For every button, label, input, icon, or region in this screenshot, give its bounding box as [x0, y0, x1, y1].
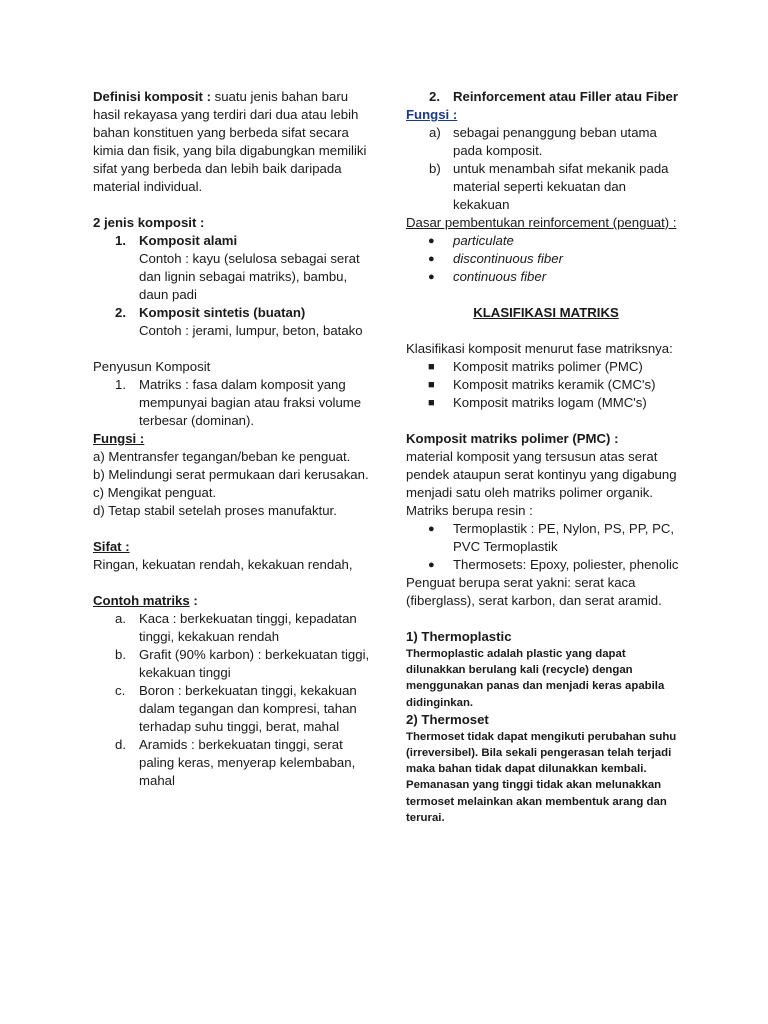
fungsi-item-mark: b): [429, 161, 441, 176]
penyusun-item-text: : fasa dalam komposit yang mempunyai bagian atau fraksi volume terbesar (dominan).: [139, 377, 362, 428]
square-bullet-icon: ■: [428, 361, 435, 373]
resin-intro: Matriks berupa resin :: [406, 503, 533, 518]
pmc-heading: Komposit matriks polimer (PMC) :: [406, 431, 619, 446]
fungsi-item-text: sebagai penanggung beban utama pada komposit.: [453, 125, 657, 158]
bullet-icon: ●: [428, 523, 435, 535]
dasar-item-text: continuous fiber: [453, 269, 547, 284]
pmc-text: material komposit yang tersusun atas serat pendek ataupun serat kontinyu yang digabung menjadi satu oleh matriks polimer organik.: [406, 449, 677, 500]
bullet-icon: ●: [428, 253, 435, 265]
penyusun-heading: Penyusun Komposit: [93, 359, 211, 374]
jenis-item-1: [93, 232, 375, 304]
contoh-item-mark: b.: [115, 647, 126, 662]
contoh-heading: Contoh matriks: [93, 593, 190, 608]
fungsi-item: d) Tetap stabil setelah proses manufaktur.: [93, 503, 337, 518]
contoh-item-text: Kaca : berkekuatan tinggi, kepadatan tinggi, kekakuan rendah: [139, 611, 357, 644]
dasar-item-text: particulate: [453, 233, 514, 248]
thermoset-text: Thermoset tidak dapat mengikuti perubahan suhu (irreversibel). Bila sekali pengerasan telah terjadi maka bahan tidak dapat dilunakkan kembali. Pemanasan yang tinggi tidak akan melunakkan termoset melainkan akan membentuk arang dan terurai.: [406, 730, 677, 824]
dasar-heading: Dasar pembentukan reinforcement (penguat) :: [406, 215, 677, 230]
contoh-item-text: Boron : berkekuatan tinggi, kekakuan dalam tegangan dan kompresi, tahan terhadap suhu tinggi, berat, mahal: [139, 683, 357, 734]
contoh-item-mark: d.: [115, 737, 126, 752]
penyusun-item: [93, 376, 375, 430]
contoh-item-text: Grafit (90% karbon) : berkekuatan tiggi, kekakuan tinggi: [139, 647, 370, 680]
contoh-item-text: Aramids : berkekuatan tinggi, serat paling keras, menyerap kelembaban, mahal: [139, 737, 356, 788]
contoh-item: [93, 682, 375, 736]
bullet-icon: ●: [428, 235, 435, 247]
fungsi-item: a) Mentransfer tegangan/beban ke penguat.: [93, 449, 351, 464]
klasifikasi-item: [406, 358, 686, 376]
fungsi-item: [406, 124, 686, 160]
fungsi-heading: Fungsi :: [406, 107, 458, 122]
fungsi-item: [406, 160, 686, 214]
resin-item: [406, 556, 686, 574]
resin-item-text: Termoplastik : PE, Nylon, PS, PP, PC, PVC Termoplastik: [453, 521, 675, 554]
dasar-item-text: discontinuous fiber: [453, 251, 563, 266]
sifat-heading: Sifat :: [93, 539, 130, 554]
jenis-item-number: 2.: [115, 305, 126, 320]
jenis-item-title: Komposit sintetis (buatan): [139, 305, 306, 320]
fungsi-item-mark: a): [429, 125, 441, 140]
fungsi-heading: Fungsi :: [93, 431, 145, 446]
fungsi-item: b) Melindungi serat permukaan dari kerusakan.: [93, 467, 369, 482]
contoh-heading-suffix: :: [189, 593, 198, 608]
dasar-item: [406, 268, 686, 286]
reinforcement-number: 2.: [429, 89, 440, 104]
contoh-item-mark: c.: [115, 683, 126, 698]
fungsi-item: c) Mengikat penguat.: [93, 485, 217, 500]
klasifikasi-title: KLASIFIKASI MATRIKS: [473, 305, 619, 320]
right-column: [406, 88, 686, 826]
penguat-text: Penguat berupa serat yakni: serat kaca (fiberglass), serat karbon, dan serat aramid.: [406, 575, 662, 608]
klasifikasi-item-text: Komposit matriks logam (MMC's): [453, 395, 647, 410]
sifat-text: Ringan, kekuatan rendah, kekakuan rendah,: [93, 557, 353, 572]
klasifikasi-item-text: Komposit matriks polimer (PMC): [453, 359, 643, 374]
dasar-item: [406, 232, 686, 250]
resin-item: [406, 520, 686, 556]
bullet-icon: ●: [428, 271, 435, 283]
contoh-item: [93, 610, 375, 646]
contoh-item-mark: a.: [115, 611, 126, 626]
klasifikasi-item: [406, 394, 686, 412]
klasifikasi-item-text: Komposit matriks keramik (CMC's): [453, 377, 656, 392]
definition-text: suatu jenis bahan baru hasil rekayasa yang terdiri dari dua atau lebih bahan konstituen yang berbeda sifat secara kimia dan fisik, yang bila digabungkan memiliki sifat yang berbeda dan lebih baik daripada material individual.: [93, 89, 367, 194]
penyusun-item-number: 1.: [115, 377, 126, 392]
reinforcement-heading: [406, 88, 686, 106]
thermoplastic-text: Thermoplastic adalah plastic yang dapat dilunakkan berulang kali (recycle) dengan menggunakan panas dan menjadi keras apabila didinginkan.: [406, 648, 665, 709]
definition-paragraph: [93, 88, 375, 196]
contoh-item: [93, 736, 375, 790]
jenis-item-number: 1.: [115, 233, 126, 248]
reinforcement-title: Reinforcement atau Filler atau Fiber: [453, 89, 678, 104]
thermoplastic-heading: 1) Thermoplastic: [406, 629, 512, 644]
contoh-heading-line: [93, 592, 375, 610]
penyusun-item-title: Matriks: [139, 377, 182, 392]
square-bullet-icon: ■: [428, 397, 435, 409]
thermoset-heading: 2) Thermoset: [406, 711, 489, 727]
jenis-item-example: Contoh : jerami, lumpur, beton, batako: [139, 323, 363, 338]
definition-label: Definisi komposit :: [93, 89, 211, 104]
contoh-item: [93, 646, 375, 682]
klasifikasi-intro: Klasifikasi komposit menurut fase matriksnya:: [406, 341, 673, 356]
klasifikasi-item: [406, 376, 686, 394]
jenis-item-example: Contoh : kayu (selulosa sebagai serat dan lignin sebagai matriks), bambu, daun padi: [139, 251, 360, 302]
left-column: [93, 88, 375, 790]
jenis-heading: 2 jenis komposit :: [93, 215, 205, 230]
dasar-item: [406, 250, 686, 268]
jenis-item-title: Komposit alami: [139, 233, 238, 248]
fungsi-item-text: untuk menambah sifat mekanik pada material seperti kekuatan dan kekakuan: [453, 161, 669, 212]
bullet-icon: ●: [428, 559, 435, 571]
square-bullet-icon: ■: [428, 379, 435, 391]
jenis-item-2: [93, 304, 375, 340]
resin-item-text: Thermosets: Epoxy, poliester, phenolic: [453, 557, 679, 572]
